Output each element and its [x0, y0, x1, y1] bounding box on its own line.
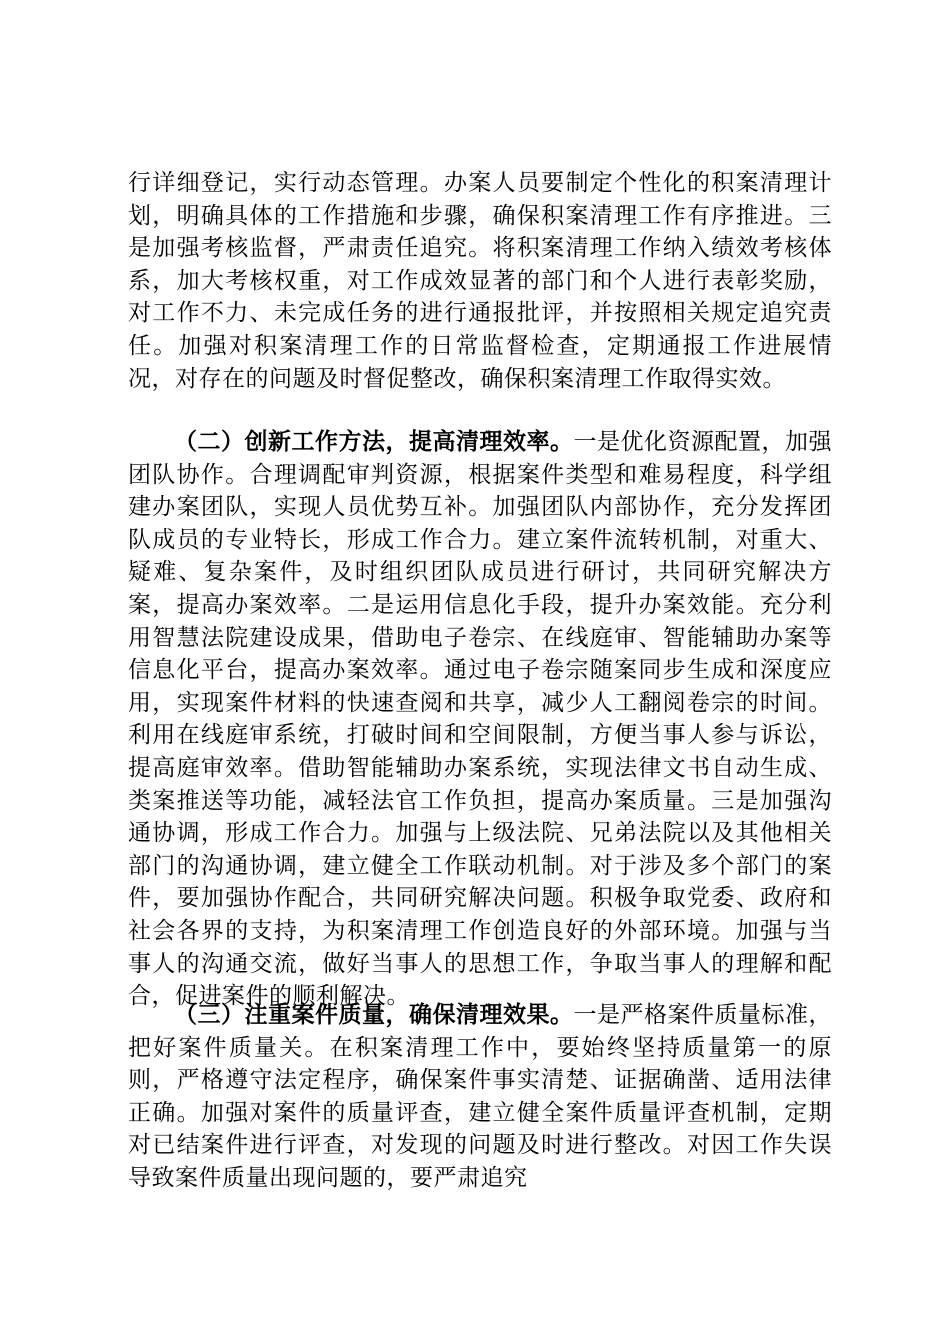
paragraph-2: [128, 426, 832, 1013]
paragraph-3: [128, 999, 832, 1195]
paragraph-3-body: 一是严格案件质量标准，把好案件质量关。在积案清理工作中，要始终坚持质量第一的原则，严格遵守法定程序，确保案件事实清楚、证据确凿、适用法律正确。加强对案件的质量评查，建立健全案件质量评查机制，定期对已结案件进行评查，对发现的问题及时进行整改。对因工作失误导致案件质量出现问题的，要严肃追究: [128, 1002, 832, 1191]
paragraph-1-text: 行详细登记，实行动态管理。办案人员要制定个性化的积案清理计划，明确具体的工作措施和步骤，确保积案清理工作有序推进。三是加强考核监督，严肃责任追究。将积案清理工作纳入绩效考核体系，加大考核权重，对工作成效显著的部门和个人进行表彰奖励，对工作不力、未完成任务的进行通报批评，并按照相关规定追究责任。加强对积案清理工作的日常监督检查，定期通报工作进展情况，对存在的问题及时督促整改，确保积案清理工作取得实效。: [128, 170, 832, 392]
paragraph-1: [128, 167, 832, 395]
paragraph-3-heading: （三）注重案件质量，确保清理效果。: [174, 1002, 574, 1028]
paragraph-2-heading: （二）创新工作方法，提高清理效率。: [174, 429, 574, 455]
paragraph-2-body: 一是优化资源配置，加强团队协作。合理调配审判资源，根据案件类型和难易程度，科学组建办案团队，实现人员优势互补。加强团队内部协作，充分发挥团队成员的专业特长，形成工作合力。建立案件流转机制，对重大、疑难、复杂案件，及时组织团队成员进行研讨，共同研究解决方案，提高办案效率。二是运用信息化手段，提升办案效能。充分利用智慧法院建设成果，借助电子卷宗、在线庭审、智能辅助办案等信息化平台，提高办案效率。通过电子卷宗随案同步生成和深度应用，实现案件材料的快速查阅和共享，减少人工翻阅卷宗的时间。利用在线庭审系统，打破时间和空间限制，方便当事人参与诉讼，提高庭审效率。借助智能辅助办案系统，实现法律文书自动生成、类案推送等功能，减轻法官工作负担，提高办案质量。三是加强沟通协调，形成工作合力。加强与上级法院、兄弟法院以及其他相关部门的沟通协调，建立健全工作联动机制。对于涉及多个部门的案件，要加强协作配合，共同研究解决问题。积极争取党委、政府和社会各界的支持，为积案清理工作创造良好的外部环境。加强与当事人的沟通交流，做好当事人的思想工作，争取当事人的理解和配合，促进案件的顺利解决。: [128, 429, 832, 1010]
